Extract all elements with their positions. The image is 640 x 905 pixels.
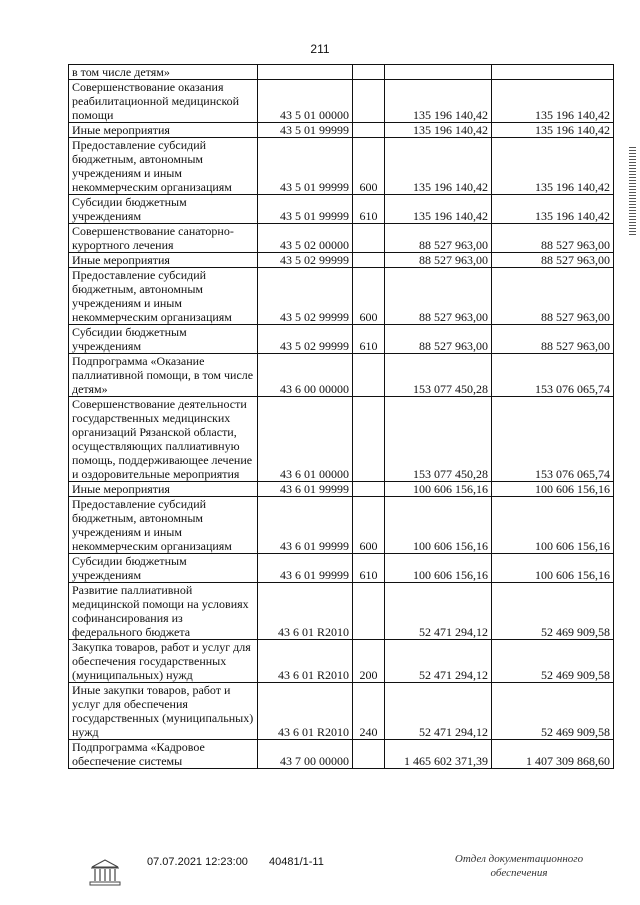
table-row [69,253,614,268]
table-row [69,325,614,354]
table-row [69,268,614,325]
row-name: Субсидии бюджетным учреждениям [69,325,258,354]
row-code: 43 5 02 99999 [258,268,353,325]
row-name: Подпрограмма «Кадровое обеспечение системы [69,740,258,769]
row-expense-type [353,65,385,80]
row-amount-2: 153 076 065,74 [492,397,614,482]
row-name: Совершенствование санаторно-курортного лечения [69,224,258,253]
row-amount-2: 52 469 909,58 [492,583,614,640]
row-name: Субсидии бюджетным учреждениям [69,195,258,224]
row-name: Иные закупки товаров, работ и услуг для обеспечения государственных (муниципальных) нужд [69,683,258,740]
row-amount-2: 135 196 140,42 [492,138,614,195]
row-amount-1 [385,65,492,80]
row-code: 43 5 02 00000 [258,224,353,253]
footer-datetime: 07.07.2021 12:23:00 [147,856,248,868]
row-expense-type [353,482,385,497]
table-row [69,554,614,583]
row-expense-type [353,123,385,138]
table-row [69,740,614,769]
row-amount-2 [492,65,614,80]
row-amount-1: 135 196 140,42 [385,123,492,138]
row-amount-2: 153 076 065,74 [492,354,614,397]
row-name: Субсидии бюджетным учреждениям [69,554,258,583]
row-amount-1: 52 471 294,12 [385,683,492,740]
row-name: Иные мероприятия [69,482,258,497]
table-row [69,123,614,138]
row-code: 43 6 01 R2010 [258,640,353,683]
table-row [69,583,614,640]
row-code: 43 6 01 00000 [258,397,353,482]
row-code: 43 6 01 R2010 [258,683,353,740]
table-row [69,482,614,497]
row-expense-type: 610 [353,325,385,354]
row-name: Подпрограмма «Оказание паллиативной помощи, в том числе детям» [69,354,258,397]
row-expense-type [353,354,385,397]
row-code: 43 5 01 99999 [258,195,353,224]
row-expense-type [353,583,385,640]
row-amount-1: 88 527 963,00 [385,224,492,253]
row-expense-type: 600 [353,497,385,554]
scan-edge-mark [629,145,636,235]
row-amount-1: 88 527 963,00 [385,325,492,354]
row-expense-type [353,740,385,769]
table-row [69,497,614,554]
table-row [69,640,614,683]
row-amount-2: 100 606 156,16 [492,482,614,497]
row-expense-type: 610 [353,195,385,224]
page-number: 211 [310,42,330,56]
row-expense-type [353,224,385,253]
row-amount-2: 135 196 140,42 [492,195,614,224]
row-amount-1: 153 077 450,28 [385,397,492,482]
row-code: 43 6 00 00000 [258,354,353,397]
row-expense-type [353,253,385,268]
row-name: Закупка товаров, работ и услуг для обеспечения государственных (муниципальных) нужд [69,640,258,683]
row-name: Предоставление субсидий бюджетным, автономным учреждениям и иным некоммерческим организациям [69,497,258,554]
table-row [69,195,614,224]
row-amount-2: 100 606 156,16 [492,497,614,554]
row-code: 43 7 00 00000 [258,740,353,769]
row-code: 43 6 01 99999 [258,554,353,583]
row-amount-1: 88 527 963,00 [385,253,492,268]
row-code: 43 5 01 00000 [258,80,353,123]
row-amount-1: 88 527 963,00 [385,268,492,325]
budget-table [68,64,614,769]
table-row [69,65,614,80]
row-name: Совершенствование оказания реабилитационной медицинской помощи [69,80,258,123]
table-row [69,683,614,740]
row-expense-type: 610 [353,554,385,583]
row-amount-2: 52 469 909,58 [492,683,614,740]
footer-document-number: 40481/1-11 [269,856,324,868]
footer-department-stamp: Отдел документационного обеспечения [454,853,584,879]
row-amount-1: 135 196 140,42 [385,138,492,195]
row-expense-type: 200 [353,640,385,683]
row-expense-type [353,397,385,482]
row-name: Совершенствование деятельности государственных медицинских организаций Рязанской области, осуществляющих паллиативную помощь, поддерживающее лечение и оздоровительные мероприятия [69,397,258,482]
row-amount-1: 100 606 156,16 [385,554,492,583]
row-name: в том числе детям» [69,65,258,80]
row-amount-1: 135 196 140,42 [385,195,492,224]
row-code: 43 5 01 99999 [258,123,353,138]
row-amount-1: 135 196 140,42 [385,80,492,123]
row-amount-1: 153 077 450,28 [385,354,492,397]
table-row [69,397,614,482]
row-amount-2: 88 527 963,00 [492,253,614,268]
row-name: Иные мероприятия [69,123,258,138]
row-amount-2: 100 606 156,16 [492,554,614,583]
row-amount-1: 100 606 156,16 [385,482,492,497]
row-amount-1: 1 465 602 371,39 [385,740,492,769]
row-name: Предоставление субсидий бюджетным, автономным учреждениям и иным некоммерческим организациям [69,268,258,325]
table-row [69,224,614,253]
row-amount-1: 52 471 294,12 [385,640,492,683]
table-row [69,80,614,123]
row-name: Иные мероприятия [69,253,258,268]
row-expense-type [353,80,385,123]
duma-building-emblem-icon [88,857,122,887]
row-name: Предоставление субсидий бюджетным, автономным учреждениям и иным некоммерческим организациям [69,138,258,195]
row-amount-1: 100 606 156,16 [385,497,492,554]
row-amount-2: 88 527 963,00 [492,325,614,354]
row-amount-2: 52 469 909,58 [492,640,614,683]
row-amount-2: 88 527 963,00 [492,224,614,253]
row-amount-2: 135 196 140,42 [492,123,614,138]
row-code: 43 6 01 99999 [258,482,353,497]
table-row [69,354,614,397]
row-expense-type: 600 [353,138,385,195]
row-amount-2: 88 527 963,00 [492,268,614,325]
row-code: 43 5 02 99999 [258,325,353,354]
row-code: 43 6 01 99999 [258,497,353,554]
row-expense-type: 240 [353,683,385,740]
budget-table-body [69,65,614,769]
row-amount-2: 1 407 309 868,60 [492,740,614,769]
row-code: 43 6 01 R2010 [258,583,353,640]
row-amount-2: 135 196 140,42 [492,80,614,123]
row-code: 43 5 02 99999 [258,253,353,268]
row-code: 43 5 01 99999 [258,138,353,195]
table-row [69,138,614,195]
row-expense-type: 600 [353,268,385,325]
row-code [258,65,353,80]
row-amount-1: 52 471 294,12 [385,583,492,640]
row-name: Развитие паллиативной медицинской помощи на условиях софинансирования из федерального бюджета [69,583,258,640]
